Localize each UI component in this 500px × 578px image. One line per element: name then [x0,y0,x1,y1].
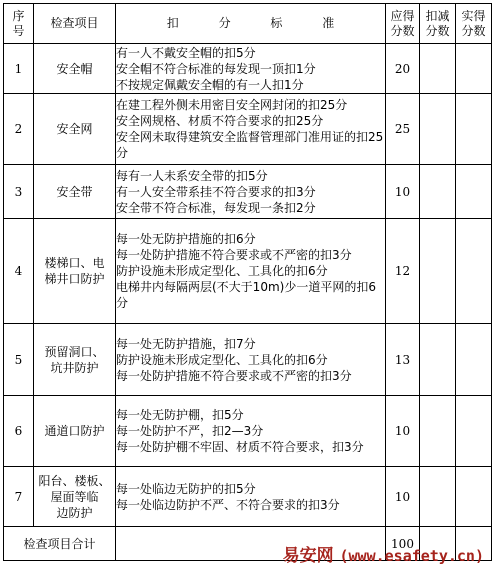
row-standard [116,44,386,94]
table-row [4,324,492,396]
header-item: 检查项目 [34,4,116,44]
row-actual-score [456,324,492,396]
table-row [4,396,492,467]
row-actual-score [456,94,492,165]
row-item: 安全带 [34,165,116,219]
row-actual-score [456,44,492,94]
standard-line: 安全帽不符合标准的每发现一顶扣1分 [116,61,316,76]
row-item: 通道口防护 [34,396,116,467]
row-item: 楼梯口、电 梯井口防护 [34,219,116,324]
standard-line: 每一处防护措施不符合要求或不严密的扣3分 [116,368,352,383]
row-no: 6 [4,396,34,467]
standard-line: 有一人不戴安全帽的扣5分 [116,45,256,60]
row-deduct-score [420,467,456,527]
row-no: 2 [4,94,34,165]
standard-line: 安全网未取得建筑安全监督管理部门准用证的扣25分 [116,130,384,160]
row-due-score: 13 [386,324,420,396]
standard-line: 每一处临边无防护的扣5分 [116,481,256,496]
row-standard [116,94,386,165]
standard-line: 在建工程外侧未用密目安全网封闭的扣25分 [116,98,348,112]
table-row [4,219,492,324]
table-row [4,165,492,219]
standard-line: 安全带不符合标准，每发现一条扣2分 [116,200,316,215]
standard-line: 每有一人未系安全带的扣5分 [116,168,268,183]
row-item: 安全帽 [34,44,116,94]
header-actual-score: 实得 分数 [456,4,492,44]
standard-line: 每一处无防护措施的扣6分 [116,232,256,246]
row-deduct-score [420,396,456,467]
row-deduct-score [420,324,456,396]
site-watermark [283,541,484,566]
row-actual-score [456,165,492,219]
row-standard [116,467,386,527]
row-due-score: 20 [386,44,420,94]
standard-line: 每一处临边防护不严、不符合要求的扣3分 [116,497,340,512]
table-row [4,467,492,527]
row-no: 1 [4,44,34,94]
row-item: 预留洞口、 坑井防护 [34,324,116,396]
standard-line: 安全网规格、材质不符合要求的扣25分 [116,114,324,128]
header-no: 序 号 [4,4,34,44]
header-deduct-score: 扣减 分数 [420,4,456,44]
table-row [4,94,492,165]
row-due-score: 10 [386,165,420,219]
row-standard [116,396,386,467]
table-row [4,44,492,94]
standard-line: 每一处防护不严，扣2—3分 [116,424,264,438]
row-standard [116,324,386,396]
row-no: 7 [4,467,34,527]
header-standard: 扣 分 标 准 [116,4,386,44]
row-no: 4 [4,219,34,324]
standard-line: 每一处无防护措施，扣7分 [116,336,256,351]
row-due-score: 10 [386,467,420,527]
standard-line: 防护设施未形成定型化、工具化的扣6分 [116,264,328,278]
row-deduct-score [420,165,456,219]
header-row [4,4,492,44]
row-actual-score [456,396,492,467]
row-due-score: 25 [386,94,420,165]
watermark-url: (www.esafety.cn) [339,547,484,565]
standard-line: 每一处无防护棚，扣5分 [116,408,244,422]
row-standard [116,219,386,324]
standard-line: 每一处防护措施不符合要求或不严密的扣3分 [116,248,352,262]
standard-line: 防护设施未形成定型化、工具化的扣6分 [116,352,328,367]
row-no: 3 [4,165,34,219]
standard-line: 电梯井内每隔两层(不大于10m)少一道平网的扣6分 [116,280,376,310]
standard-line: 不按规定佩戴安全帽的有一人扣1分 [116,77,304,92]
row-deduct-score [420,219,456,324]
row-deduct-score [420,44,456,94]
inspection-table [3,3,492,561]
row-actual-score [456,467,492,527]
row-item: 安全网 [34,94,116,165]
standard-line: 有一人安全带系挂不符合要求的扣3分 [116,184,316,199]
total-label: 检查项目合计 [4,527,116,561]
watermark-name: 易安网 [282,546,334,566]
row-standard [116,165,386,219]
total-due-score: 100 [386,527,420,561]
row-actual-score [456,219,492,324]
row-due-score: 10 [386,396,420,467]
row-deduct-score [420,94,456,165]
row-no: 5 [4,324,34,396]
row-item: 阳台、楼板、 屋面等临 边防护 [34,467,116,527]
header-due-score: 应得 分数 [386,4,420,44]
row-due-score: 12 [386,219,420,324]
standard-line: 每一处防护棚不牢固、材质不符合要求，扣3分 [116,440,364,454]
